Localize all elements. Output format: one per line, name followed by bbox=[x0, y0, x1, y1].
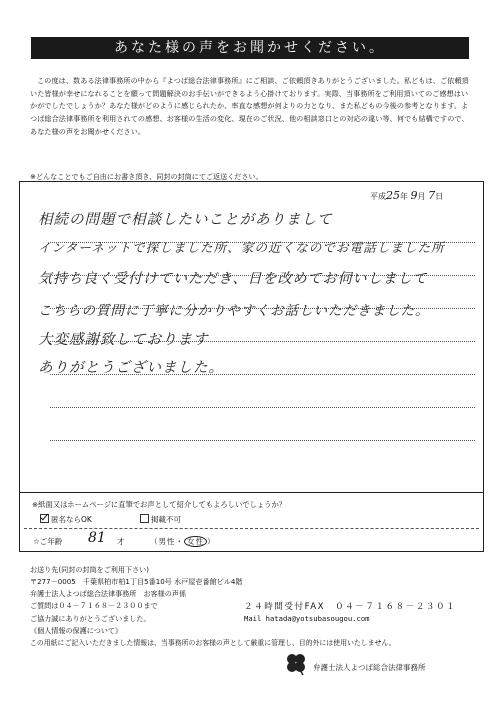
handwritten-line: 大変感謝致しております bbox=[38, 332, 209, 348]
publication-question: ※紙面又はホームページに直筆でお声として紹介してもよろしいでしょうか？ bbox=[32, 500, 287, 509]
mail-line: Mail hatada@yotsubasougou.com bbox=[244, 614, 370, 623]
send-to-label: お送り先(同封の封筒をご利用下さい) bbox=[30, 565, 150, 574]
option-label: 匿名ならOK bbox=[51, 515, 92, 524]
date-field bbox=[370, 189, 443, 202]
footer-firm-name: 弁護士法人よつば総合法律事務所 bbox=[313, 663, 426, 672]
gender-paren-close: ） bbox=[207, 537, 216, 546]
date-month: 9 bbox=[410, 189, 418, 202]
gender-male: 男性 bbox=[158, 537, 176, 546]
option-no-publish[interactable] bbox=[140, 514, 181, 525]
gender-field bbox=[150, 536, 216, 547]
clover-logo-icon bbox=[283, 650, 309, 676]
privacy-text: この用紙にご記入いただきました情報は、当事務所のお客様の声として厳重に管理し、目的外には使用いたしません。 bbox=[30, 639, 396, 647]
age-value: 81 bbox=[88, 530, 106, 546]
gender-paren-open: （ bbox=[150, 537, 159, 546]
age-unit: 才 bbox=[117, 537, 125, 546]
page-title: あなた様の声をお聞かせください。 bbox=[31, 37, 469, 59]
age-label: ☆ご年齢 bbox=[33, 537, 63, 546]
phone-line: ご質問は０４－７１６８－２３００まで bbox=[30, 601, 158, 610]
option-label: 掲載不可 bbox=[151, 515, 181, 524]
recipient: 弁護士法人よつば総合法律事務所 お客様の声係 bbox=[30, 589, 187, 598]
handwritten-line: ありがとうございました。 bbox=[38, 360, 224, 376]
privacy-title: 《個人情報の保護について》 bbox=[30, 626, 123, 635]
gender-female-selected: 女性 bbox=[184, 536, 207, 547]
date-year-unit: 年 bbox=[400, 192, 408, 201]
checkbox-checked[interactable] bbox=[40, 514, 49, 523]
handwritten-line: インターネットで探しました所、家の近くなのでお電話しました所 bbox=[38, 240, 445, 255]
date-era: 平成 bbox=[370, 192, 386, 201]
ruled-line bbox=[50, 440, 475, 441]
handwritten-line: こちらの質問に丁寧に分かりやすくお話しいただきました。 bbox=[38, 303, 430, 319]
date-year: 25 bbox=[386, 189, 400, 202]
date-day-unit: 日 bbox=[435, 192, 444, 201]
divider bbox=[24, 528, 479, 529]
fax-line: ２４時間受付FAX ０４－７１６８－２３０１ bbox=[244, 602, 457, 612]
checkbox-unchecked[interactable] bbox=[140, 514, 149, 523]
ruled-line bbox=[50, 407, 475, 408]
date-month-unit: 月 bbox=[417, 192, 426, 201]
option-anonymous-ok[interactable] bbox=[40, 514, 92, 525]
date-day: 7 bbox=[428, 189, 436, 202]
thanks-line: ご協力誠にありがとうございました。 bbox=[30, 614, 151, 623]
handwritten-line: 相続の問題で相談したいことがありまして bbox=[38, 212, 333, 228]
writing-prompt: ※どんなことでもご自由にお書き頂き、同封の封筒にてご返送ください。 bbox=[30, 172, 263, 181]
handwritten-line: 気持ち良く受付けていただき、日を改めてお伺いしまして bbox=[38, 271, 428, 287]
intro-paragraph: この度は、数ある法律事務所の中から『よつば総合法律事務所』にご相談、ご依頼頂きありがとうございました。私どもは、ご依頼頂いた皆様が幸せになれることを願って問題解決のお手伝いができるよう心掛けております。実際、当事務所をご利用頂いてのご感想はいかがでしたでしょうか？あなた様がどのように感じられたか、率直な感想が何よりの力となり、また私どもの今後の参考となります。よつば総合法律事務所を利用されての感想、お客様の生活の変化、現在のご状況、他の相談窓口との対応の違い等、何でも結構ですので、あなた様の声をお聞かせください。 bbox=[30, 76, 469, 136]
gender-separator: ・ bbox=[175, 537, 184, 546]
postal-address: 〒277－0005 千葉県柏市柏1丁目5番10号 水戸屋壱番館ビル4階 bbox=[30, 577, 243, 586]
